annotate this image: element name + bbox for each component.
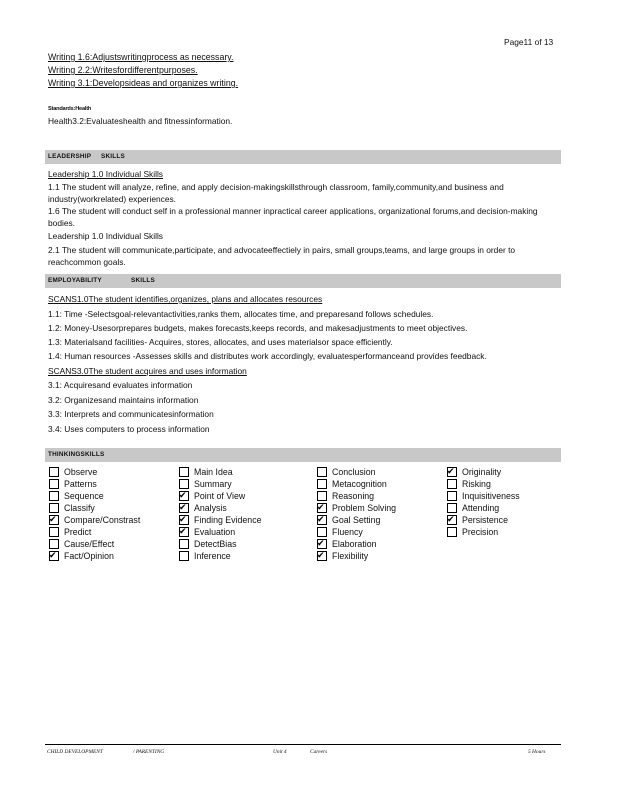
scans-item: 1.3: Materialsand facilities- Acquires, stores, allocates, and uses materialsor space efficiently.	[48, 337, 393, 347]
writing-standard-link[interactable]: Writing 2.2:Writesfordifferentpurposes.	[48, 65, 198, 75]
thinking-skill-label: Predict	[64, 527, 92, 537]
checkbox-icon[interactable]	[317, 479, 327, 489]
thinking-skill-label: Inference	[194, 551, 231, 561]
thinking-skill-label: Fact/Opinion	[64, 551, 114, 561]
thinking-skill-option[interactable]	[49, 490, 140, 502]
thinking-skill-option[interactable]	[447, 502, 520, 514]
section-subtitle: SKILLS	[131, 277, 155, 284]
checked-checkbox-icon[interactable]	[179, 515, 189, 525]
thinking-skills-column	[447, 466, 520, 538]
thinking-skill-option[interactable]	[317, 478, 396, 490]
thinking-skill-option[interactable]	[317, 550, 396, 562]
standards-label: Standards:Health	[48, 106, 92, 112]
thinking-skill-label: Goal Setting	[332, 515, 381, 525]
thinking-skill-option[interactable]	[317, 514, 396, 526]
leadership-objective: 1.6 The student will conduct self in a professional manner inpractical career applications, organizational forums,and decision-making bodies.	[48, 206, 538, 228]
footer-hours: 5 Hours	[528, 749, 546, 755]
thinking-skills-column	[317, 466, 396, 562]
thinking-skill-label: Cause/Effect	[64, 539, 115, 549]
scans-item: 1.1: Time -Selectsgoal-relevantactivities,ranks them, allocates time, and preparesand follows schedules.	[48, 309, 434, 319]
page-number: Page11 of 13	[504, 37, 554, 47]
scans-standard-link[interactable]: SCANS3.0The student acquires and uses information	[48, 366, 247, 376]
checkbox-icon[interactable]	[49, 527, 59, 537]
checkbox-icon[interactable]	[179, 479, 189, 489]
thinking-skill-option[interactable]	[179, 478, 261, 490]
thinking-skill-label: Sequence	[64, 491, 104, 501]
thinking-skill-label: Problem Solving	[332, 503, 397, 513]
leadership-objective: 2.1 The student will communicate,participate, and advocateeffectiely in pairs, small groups,teams, and large groups in order to reachcommon goals.	[48, 245, 516, 267]
thinking-skill-option[interactable]	[447, 478, 520, 490]
thinking-skill-label: Point of View	[194, 491, 246, 501]
thinking-skill-option[interactable]	[49, 502, 140, 514]
thinking-skill-label: Attending	[462, 503, 500, 513]
footer-topic: Careers	[310, 749, 328, 755]
checkbox-icon[interactable]	[49, 539, 59, 549]
thinking-skill-option[interactable]	[49, 538, 140, 550]
section-title: LEADERSHIP	[48, 153, 92, 160]
employability-skills-header	[45, 274, 561, 288]
thinking-skill-label: DetectBias	[194, 539, 237, 549]
thinking-skill-label: Risking	[462, 479, 491, 489]
checkbox-icon[interactable]	[317, 527, 327, 537]
leadership-standard-link[interactable]: Leadership 1.0 Individual Skills	[48, 169, 163, 179]
thinking-skill-label: Flexibility	[332, 551, 369, 561]
checkbox-icon[interactable]	[179, 467, 189, 477]
checkbox-icon[interactable]	[179, 539, 189, 549]
scans-item: 1.2: Money-Usesorprepares budgets, makes forecasts,keeps records, and makesadjustments to meet objectives.	[48, 323, 468, 333]
checkbox-icon[interactable]	[317, 491, 327, 501]
thinking-skill-option[interactable]	[179, 550, 261, 562]
checkbox-icon[interactable]	[447, 479, 457, 489]
thinking-skill-option[interactable]	[179, 490, 261, 502]
section-title: EMPLOYABILITY	[48, 277, 102, 284]
thinking-skill-label: Finding Evidence	[194, 515, 262, 525]
checkbox-icon[interactable]	[179, 551, 189, 561]
thinking-skill-label: Main Idea	[194, 467, 233, 477]
thinking-skill-option[interactable]	[49, 478, 140, 490]
thinking-skill-label: Patterns	[64, 479, 97, 489]
thinking-skill-option[interactable]	[447, 490, 520, 502]
checkbox-icon[interactable]	[49, 479, 59, 489]
thinking-skill-option[interactable]	[49, 466, 140, 478]
footer-divider	[45, 744, 561, 745]
thinking-skill-label: Persistence	[462, 515, 508, 525]
footer-course: CHILD DEVELOPMENT	[47, 749, 103, 755]
thinking-skill-option[interactable]	[317, 502, 396, 514]
thinking-skill-label: Classify	[64, 503, 95, 513]
scans-item: 3.4: Uses computers to process information	[48, 424, 210, 434]
thinking-skill-option[interactable]	[447, 526, 520, 538]
section-subtitle: SKILLS	[101, 153, 125, 160]
thinking-skill-label: Observe	[64, 467, 98, 477]
thinking-skill-label: Inquisitiveness	[462, 491, 520, 501]
leadership-skills-header	[45, 150, 561, 164]
thinking-skill-label: Evaluation	[194, 527, 236, 537]
thinking-skill-option[interactable]	[447, 466, 520, 478]
scans-item: 3.3: Interprets and communicatesinformation	[48, 409, 214, 419]
section-title: THINKINGSKILLS	[48, 451, 105, 458]
thinking-skill-option[interactable]	[49, 550, 140, 562]
thinking-skills-column	[49, 466, 140, 562]
thinking-skill-option[interactable]	[447, 514, 520, 526]
thinking-skill-label: Originality	[462, 467, 502, 477]
checkbox-icon[interactable]	[447, 527, 457, 537]
checked-checkbox-icon[interactable]	[317, 551, 327, 561]
checked-checkbox-icon[interactable]	[447, 467, 457, 477]
checked-checkbox-icon[interactable]	[447, 515, 457, 525]
thinking-skill-label: Compare/Constrast	[64, 515, 141, 525]
scans-standard-link[interactable]: SCANS1.0The student identifies,organizes, plans and allocates resources	[48, 294, 323, 304]
thinking-skill-option[interactable]	[49, 526, 140, 538]
thinking-skills-header	[45, 448, 561, 462]
checkbox-icon[interactable]	[317, 467, 327, 477]
thinking-skill-label: Precision	[462, 527, 499, 537]
thinking-skill-label: Metacognition	[332, 479, 387, 489]
checked-checkbox-icon[interactable]	[179, 491, 189, 501]
thinking-skill-label: Conclusion	[332, 467, 376, 477]
thinking-skill-option[interactable]	[179, 514, 261, 526]
leadership-subheading: Leadership 1.0 Individual Skills	[48, 231, 163, 241]
checkbox-icon[interactable]	[49, 503, 59, 513]
checked-checkbox-icon[interactable]	[49, 515, 59, 525]
checked-checkbox-icon[interactable]	[317, 503, 327, 513]
footer-parenting: / PARENTING	[133, 749, 165, 755]
footer-unit: Unit 4	[273, 749, 287, 755]
checked-checkbox-icon[interactable]	[317, 515, 327, 525]
thinking-skill-label: Summary	[194, 479, 232, 489]
thinking-skill-option[interactable]	[179, 466, 261, 478]
health-standard: Health3.2:Evaluateshealth and fitnessinformation.	[48, 116, 233, 126]
thinking-skill-label: Analysis	[194, 503, 227, 513]
scans-item: 3.1: Acquiresand evaluates information	[48, 380, 193, 390]
checked-checkbox-icon[interactable]	[179, 527, 189, 537]
checked-checkbox-icon[interactable]	[179, 503, 189, 513]
thinking-skill-option[interactable]	[317, 526, 396, 538]
checkbox-icon[interactable]	[49, 467, 59, 477]
thinking-skills-column	[179, 466, 261, 562]
checkbox-icon[interactable]	[447, 503, 457, 513]
checkbox-icon[interactable]	[447, 491, 457, 501]
thinking-skill-option[interactable]	[317, 466, 396, 478]
thinking-skill-option[interactable]	[49, 514, 140, 526]
scans-item: 1.4: Human resources -Assesses skills and distributes work accordingly, evaluatesperformanceand provides feedback.	[48, 351, 487, 361]
thinking-skill-option[interactable]	[317, 538, 396, 550]
thinking-skill-label: Fluency	[332, 527, 363, 537]
thinking-skill-option[interactable]	[179, 538, 261, 550]
leadership-objective: 1.1 The student will analyze, refine, and apply decision-makingskillsthrough classroom, family,community,and business and industry(workrelated) experiences.	[48, 182, 504, 204]
writing-standard-link[interactable]: Writing 1.6:Adjustswritingprocess as necessary.	[48, 52, 234, 62]
writing-standard-link[interactable]: Writing 3.1:Developsideas and organizes writing.	[48, 78, 239, 88]
thinking-skill-label: Elaboration	[332, 539, 377, 549]
checked-checkbox-icon[interactable]	[49, 551, 59, 561]
scans-item: 3.2: Organizesand maintains information	[48, 395, 199, 405]
checked-checkbox-icon[interactable]	[317, 539, 327, 549]
thinking-skill-label: Reasoning	[332, 491, 375, 501]
checkbox-icon[interactable]	[49, 491, 59, 501]
thinking-skill-option[interactable]	[179, 526, 261, 538]
thinking-skill-option[interactable]	[317, 490, 396, 502]
thinking-skill-option[interactable]	[179, 502, 261, 514]
